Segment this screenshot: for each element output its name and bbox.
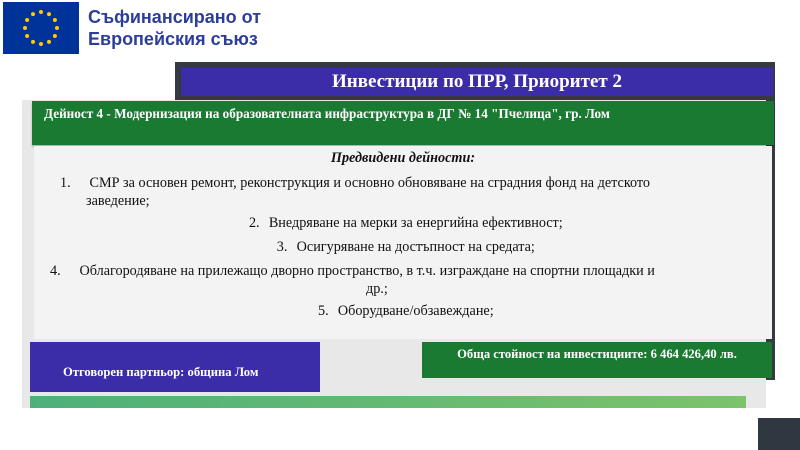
item-text-continued: др.; <box>366 281 388 297</box>
eu-cofunded-text <box>88 6 261 50</box>
item-number: 5. <box>317 303 329 319</box>
item-text: СМР за основен ремонт, реконструкция и основно обновяване на сградния фонд на детското <box>89 175 650 191</box>
planned-activities <box>34 146 772 339</box>
item-number: 4. <box>50 263 61 279</box>
list-item <box>34 238 772 256</box>
eu-cofunded-line2: Европейския съюз <box>88 29 258 49</box>
slide-title: Инвестиции по ПРР, Приоритет 2 <box>181 68 773 96</box>
total-investment: Обща стойност на инвестициите: 6 464 426,40 лв. <box>422 342 772 378</box>
decorative-bottom-bar <box>30 396 746 408</box>
item-number: 1. <box>60 175 71 191</box>
item-number: 2. <box>248 215 260 231</box>
item-text: Облагородяване на прилежащо дворно пространство, в т.ч. изграждане на спортни площадки и <box>79 263 655 279</box>
list-item <box>50 262 768 298</box>
item-text-continued: заведение; <box>86 193 150 209</box>
list-item <box>60 174 760 210</box>
item-text: Внедряване на мерки за енергийна ефективност; <box>268 215 563 231</box>
activity-title: Дейност 4 - Модернизация на образователната инфраструктура в ДГ № 14 "Пчелица", гр. Лом <box>32 101 774 145</box>
eu-cofunded-line1: Съфинансирано от <box>88 7 262 27</box>
eu-flag-icon <box>3 2 79 54</box>
item-text: Оборудване/обзавеждане; <box>337 303 494 319</box>
item-number: 3. <box>276 239 288 255</box>
corner-block <box>758 418 800 450</box>
list-item <box>34 302 772 320</box>
item-text: Осигуряване на достъпност на средата; <box>296 239 535 255</box>
planned-activities-heading: Предвидени дейности: <box>330 150 476 166</box>
responsible-partner: Отговорен партньор: община Лом <box>30 342 320 392</box>
list-item <box>34 214 772 232</box>
